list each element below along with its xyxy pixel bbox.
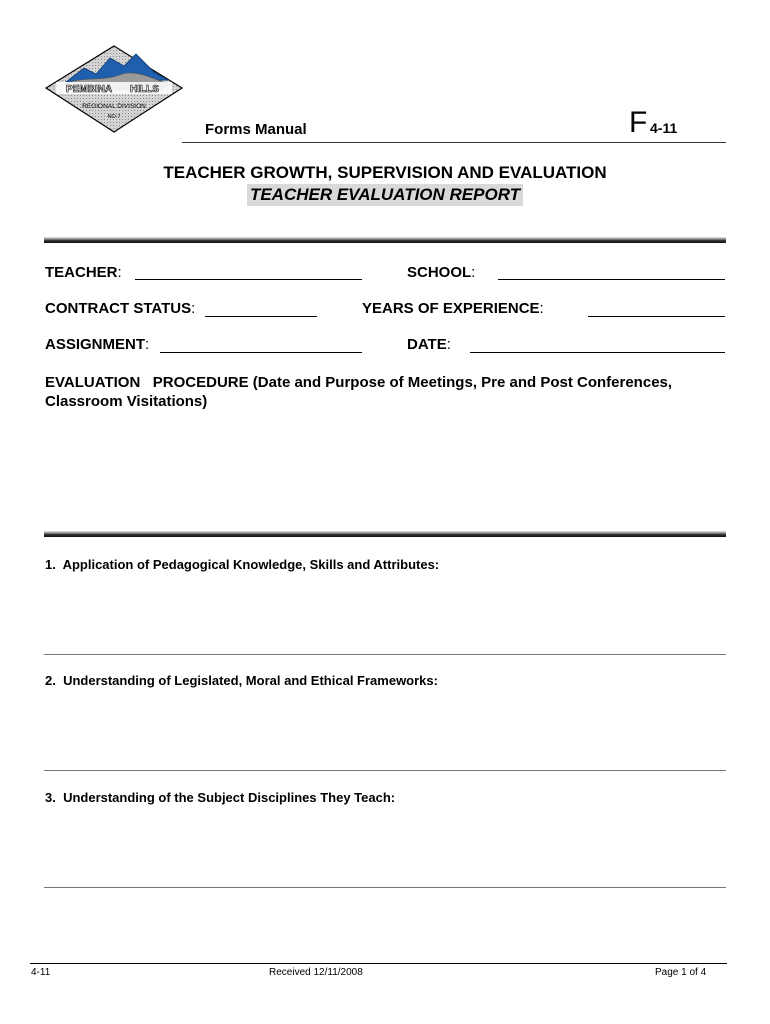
section-divider-2 — [44, 770, 726, 771]
section-heading-2: 2. Understanding of Legislated, Moral and Ethical Frameworks: — [45, 673, 438, 688]
evaluation-procedure-heading: EVALUATION PROCEDURE (Date and Purpose of Meetings, Pre and Post Conferences, Classroom Visitations) — [45, 374, 677, 410]
contract-status-label-text: CONTRACT STATUS — [45, 300, 192, 317]
form-code-number: 4-11 — [650, 120, 678, 136]
teacher-label-text: TEACHER — [45, 264, 118, 281]
years-experience-colon: : — [539, 300, 544, 317]
document-subtitle-wrap — [0, 184, 770, 206]
forms-manual-label: Forms Manual — [205, 121, 307, 138]
section-divider-1 — [44, 654, 726, 655]
document-subtitle: TEACHER EVALUATION REPORT — [247, 184, 523, 206]
logo-diamond-icon — [44, 44, 184, 134]
section-divider-3 — [44, 887, 726, 888]
heavy-divider-top — [44, 237, 726, 243]
teacher-label — [45, 264, 122, 281]
section-heading-3: 3. Understanding of the Subject Disciplines They Teach: — [45, 790, 396, 805]
logo-text-right: HILLS — [130, 84, 159, 95]
teacher-field[interactable] — [135, 279, 362, 280]
date-field[interactable] — [470, 352, 725, 353]
school-label-text: SCHOOL — [407, 264, 472, 281]
school-label — [407, 264, 475, 281]
date-colon: : — [446, 336, 451, 353]
footer-divider — [30, 963, 727, 964]
footer-page-number: Page 1 of 4 — [655, 967, 707, 978]
footer-received-date: Received 12/11/2008 — [269, 967, 363, 978]
date-label — [407, 336, 451, 353]
assignment-colon: : — [145, 336, 150, 353]
teacher-colon: : — [117, 264, 122, 281]
document-title: TEACHER GROWTH, SUPERVISION AND EVALUATION — [163, 163, 607, 182]
contract-status-label — [45, 300, 195, 317]
years-experience-field[interactable] — [588, 316, 725, 317]
contract-status-field[interactable] — [205, 316, 317, 317]
school-division-logo — [44, 44, 184, 134]
contract-status-colon: : — [191, 300, 196, 317]
footer-form-number: 4-11 — [31, 967, 51, 978]
heavy-divider-middle — [44, 531, 726, 537]
years-experience-label — [362, 300, 544, 317]
school-field[interactable] — [498, 279, 725, 280]
logo-text-number: NO.7 — [107, 114, 121, 120]
logo-text-left: PEMBINA — [66, 84, 113, 95]
assignment-field[interactable] — [160, 352, 362, 353]
date-label-text: DATE — [407, 336, 447, 353]
section-heading-1: 1. Application of Pedagogical Knowledge, Skills and Attributes: — [45, 557, 440, 572]
header-divider — [182, 142, 726, 143]
assignment-label — [45, 336, 149, 353]
school-colon: : — [471, 264, 476, 281]
years-experience-label-text: YEARS OF EXPERIENCE — [362, 300, 540, 317]
logo-text-division: REGIONAL DIVISION — [82, 103, 146, 110]
assignment-label-text: ASSIGNMENT — [45, 336, 146, 353]
form-code-letter: F — [629, 106, 648, 139]
